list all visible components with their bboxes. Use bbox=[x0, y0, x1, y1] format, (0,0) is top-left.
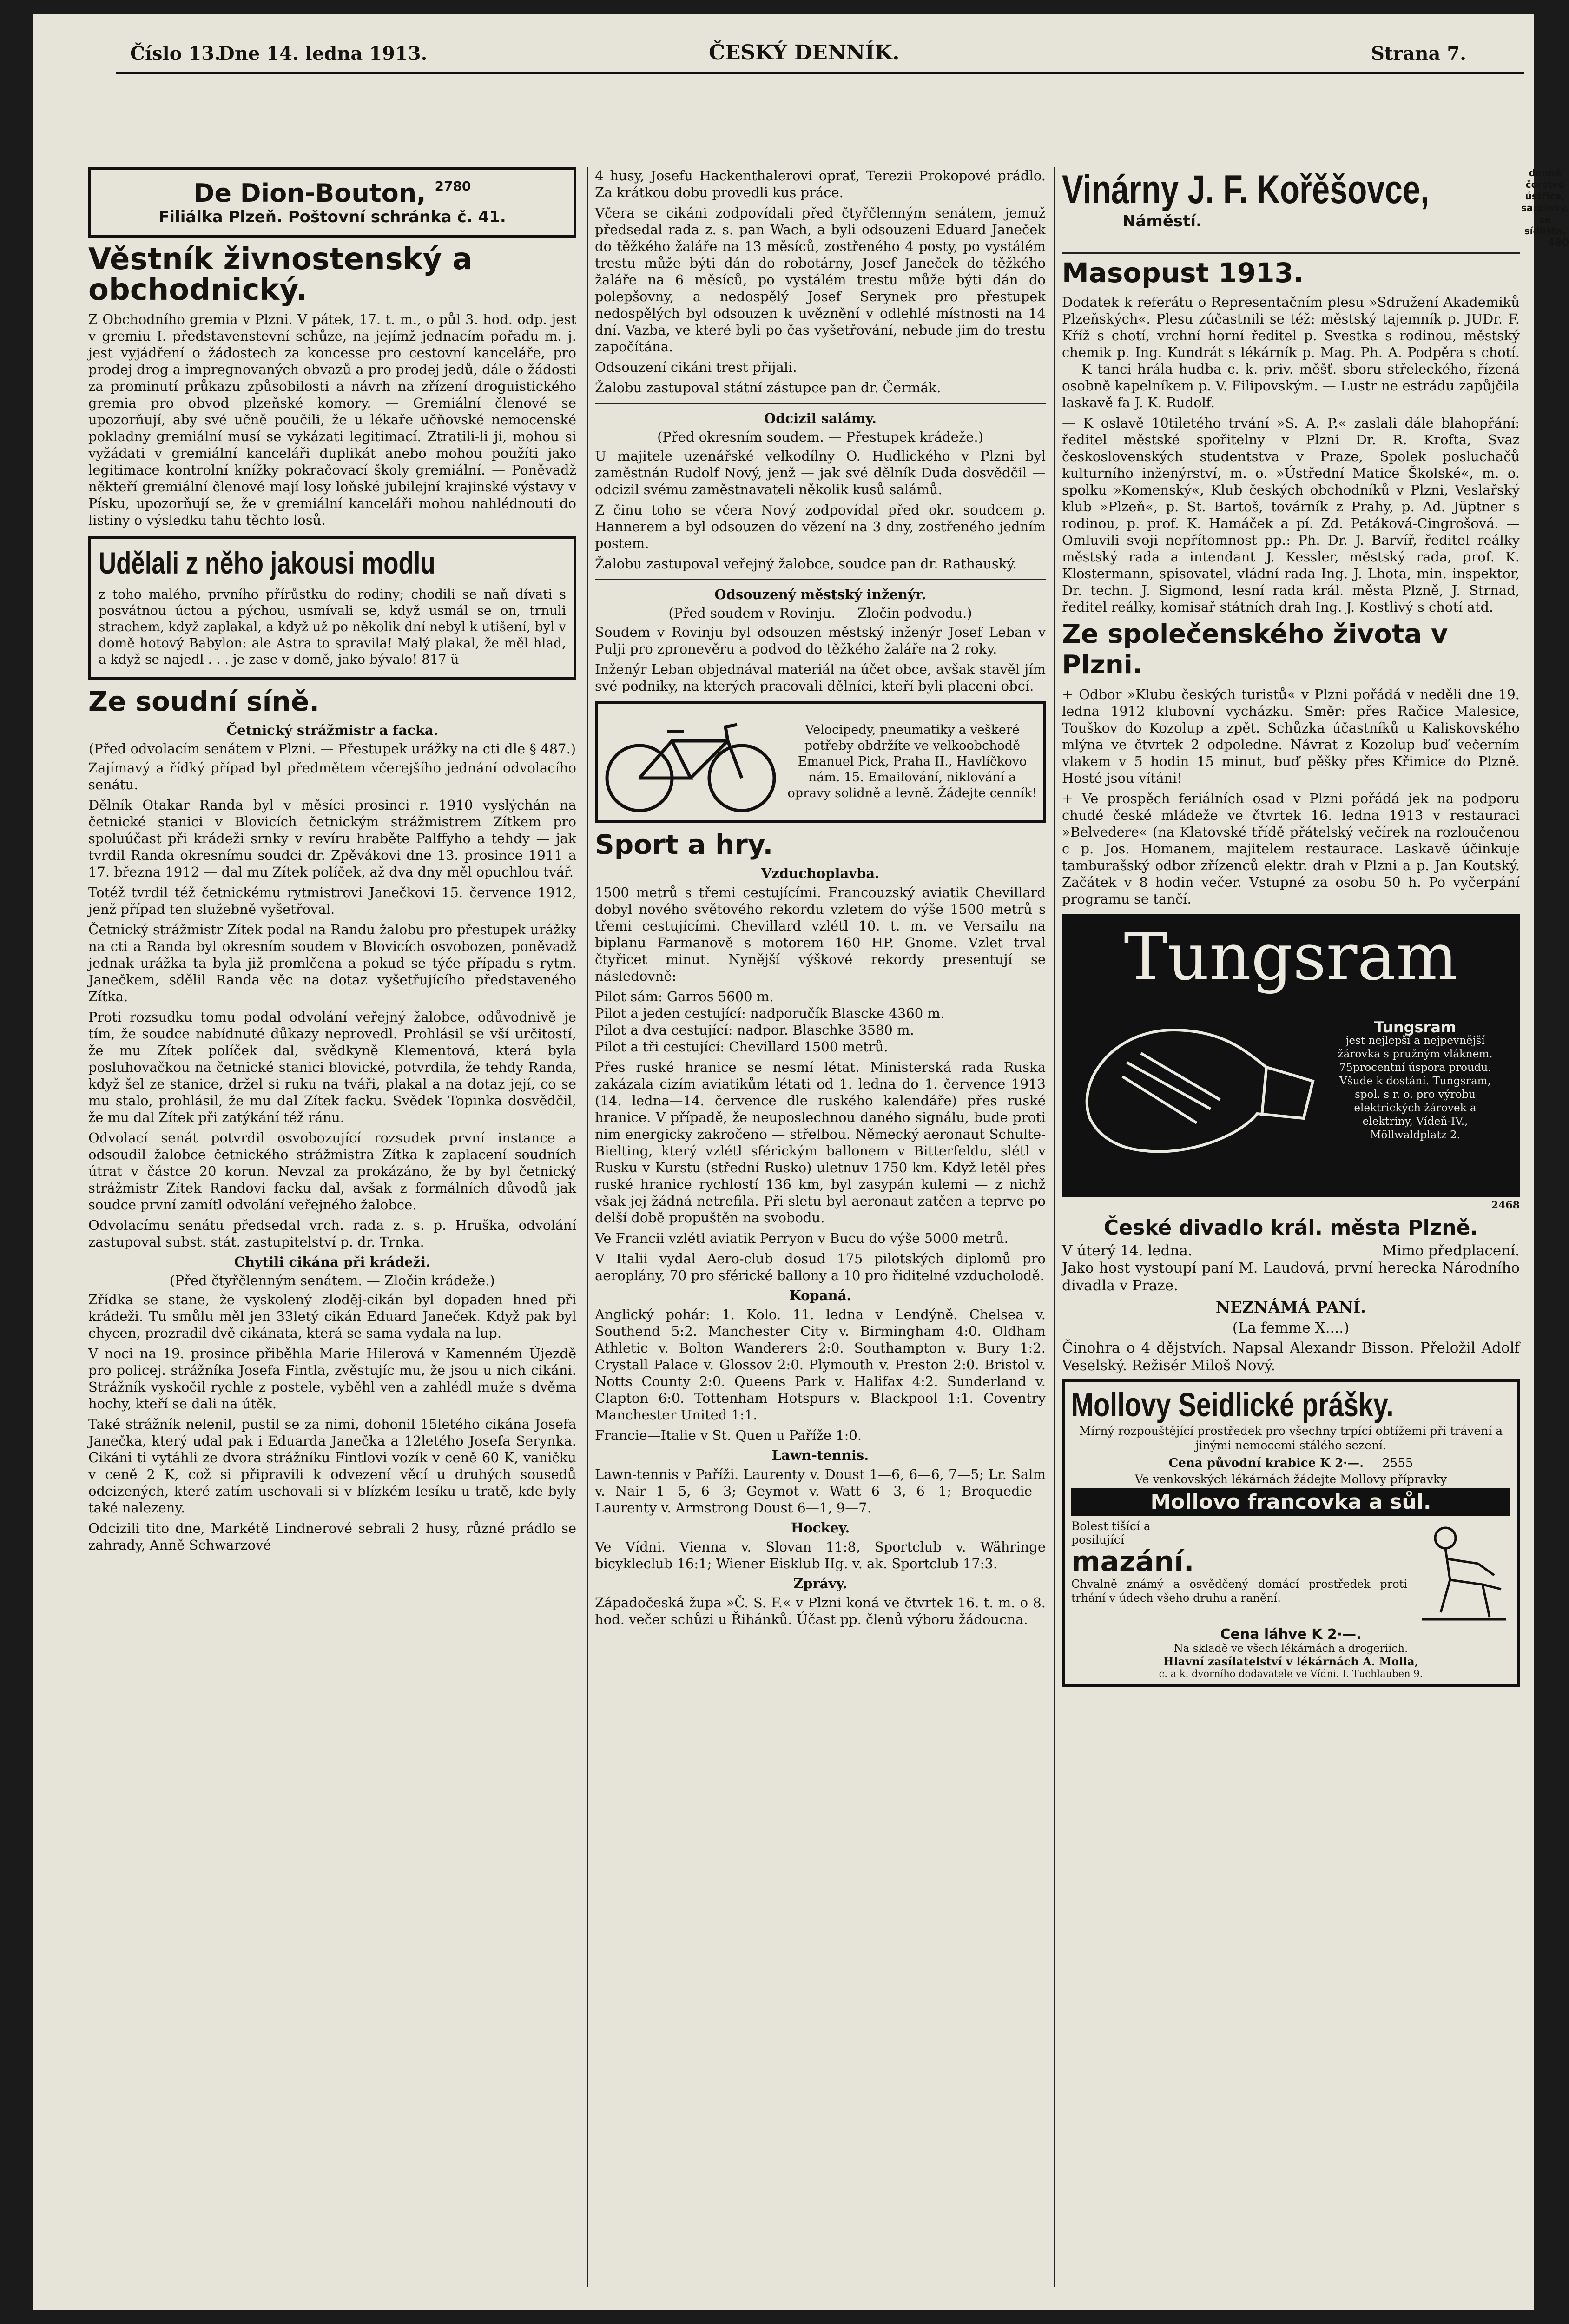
masopust-p2: — K oslavě 10tiletého trvání »S. A. P.« zaslali dále blahopřání: ředitel městské spořitelny v Plzni Dr. R. Krofta, Svaz československých studentstva v Praze, Spolek posluchačů kulturního inženýrství, m. o. »Ústřední Matice Školské«, m. o. spolku »Komenský«, Klub českých obchodníků v Plzni, Veslařský klub »Plzeň«, p. St. Bartoš, továrník z Prahy, p. Ad. Jüptner s rodinou, p. prof. K. Hamáček a pí. Zd. Petáková-Cingrošová. — Omluvili svoji nepřítomnost pp.: Ph. Dr. J. Barvíř, ředitel reálky městský rada a intendant J. Kessler, městský rada, prof. K. Klostermann, spisovatel, vládní rada Ing. J. Lhota, min. inspektor, Dr. techn. J. Sigmond, lesní rada král. města Plzně, J. Strnad, ředitel reálky, komisař státních drah Ing. J. Kostlivý s chotí atd. bbox=[1062, 415, 1520, 615]
ad-dion-line: Filiálka Plzeň. Poštovní schránka č. 41. bbox=[158, 208, 506, 226]
ad-vinarny bbox=[1062, 167, 1569, 254]
ad-vin-small: denně čerstvé ústřice, sardinky, ze sídlišťa. bbox=[1521, 167, 1569, 237]
ad-moll-text3: Bolest tišící a posilující bbox=[1071, 1519, 1151, 1546]
sport-p1: 1500 metrů s třemi cestujícími. Francouzský aviatik Chevillard dobyl nového světového rekordu vzletem do výše 1500 metrů s třemi cestujícími. Chevillard vzlétl 10. t. m. ve Versailu na biplanu Farmanově s motorem 160 HP. Gnome. Vzlet trval čtyřicet minut. Nynější výškové rekordy presentují se následovně: bbox=[595, 885, 1046, 984]
ad-dion-bouton bbox=[88, 167, 576, 238]
ad-tungsram-logo: Tungsram bbox=[1124, 919, 1458, 995]
masthead: ČESKÝ DENNÍK. bbox=[709, 41, 900, 65]
sport-p6: Francie—Italie v St. Quen u Paříže 1:0. bbox=[595, 1427, 862, 1443]
lightbulb-icon bbox=[1071, 1011, 1332, 1165]
ad-tungsram-number: 2468 bbox=[1491, 1199, 1520, 1211]
ad-velo-text: Velocipedy, pneumatiky a veškeré potřeby obdržíte ve velkoobchodě Emanuel Pick, Praha II., Havlíčkovo nám. 15. Emailování, niklování a opravy solidně a levně. Žádejte cenník! bbox=[787, 723, 1037, 800]
soudni-p1: Zajímavý a řídký případ byl předmětem včerejšího jednání odvolacího senátu. bbox=[88, 760, 576, 792]
mid-subtitle-1: (Před okresním soudem. — Přestupek krádeže.) bbox=[657, 429, 983, 445]
issue-number: Číslo 13. bbox=[130, 43, 221, 65]
sport-p8: Ve Vídni. Vienna v. Slovan 11:8, Sportclub v. Währinge bicykleclub 16:1; Wiener Eisklub IIg. v. ak. Sportclub 17:3. bbox=[595, 1539, 1046, 1571]
issue-date: Dne 14. ledna 1913. bbox=[218, 43, 428, 65]
soudni-p3: Totéž tvrdil též četnickému rytmistrovi Janečkovi 15. července 1912, jenž případ ten služebně vyšetřoval. bbox=[88, 885, 576, 917]
ad-moll-text6: Hlavní zasílatelství v lékárnách A. Molla, bbox=[1163, 1655, 1419, 1668]
ad-tungsram-text: jest nejlepší a nejpevnější žárovka s pružným vláknem. 75procentní úspora proudu. Všude k dostání. Tungsram, spol. s r. o. pro výrobu elektrických žárovek a elektriny, Vídeň-IV., Möllwaldplatz 2. bbox=[1338, 1035, 1493, 1141]
vestnik-text: Z Obchodního gremia v Plzni. V pátek, 17. t. m., o půl 3. hod. odp. jest v gremiu I. představenstevní schůze, na jejímž jednacím pořadu m. j. jest vyjádření o žádostech za koncesse pro cestovní kanceláře, pro prodej drog a impregnovaných obvazů a pro prodej jedů, dále o žádosti za prominutí průkazu způsobilosti a návrh na zřízení droguistického gremia pro obvod plzeňské komory. — Gremiální členové se upozorňují, aby své učně poučili, že u lékaře učňovské nemocenské pokladny gremiální musí se vykázati legitimací. Ztratili-li ji, mohou si vyžádati v gremiální kanceláři duplikát anebo mohou použíti jako legitimace kontrolní knížky pokračovací školy gremiální. — Poněvadž někteří gremiální členové mají losy loňské jubilejní krajinské výstavy v Písku, upozorňují se, že v gremiální kanceláři mohou nahlédnouti do listiny o výsledku tahu těchto losů. bbox=[88, 311, 576, 528]
mid-p2: Včera se cikáni zodpovídali před čtyřčlenným senátem, jemuž předsedal rada z. s. pan Wach, a byli odsouzeni Eduard Janeček do těžkého žaláře na 13 měsíců, zostřeného 4 posty, po vystálém trestu může býti dán do robotárny, Josef Janeček do těžkého žaláře na 6 měsíců, po vystálém trestu může býti dán do polepšovny, a nedospělý Josef Serynek pro přestupek nedospělých byl odsouzen k uvěznění v odlehlé místnosti na 14 dní. Vazba, ve které byli po čas vyšetřování, nebude jim do trestu započítána. bbox=[595, 205, 1046, 355]
ad-moll-heading2: Mollovo francovka a sůl. bbox=[1071, 1488, 1510, 1516]
ad-vin-number: 480 bbox=[1547, 237, 1569, 249]
newspaper-page bbox=[33, 14, 1569, 2310]
right-column bbox=[1062, 167, 1569, 2287]
ad-moll-big: mazání. bbox=[1071, 1545, 1194, 1578]
divadlo-day: V úterý 14. ledna. bbox=[1062, 1242, 1193, 1259]
soudni-p2: Dělník Otakar Randa byl v měsíci prosinci r. 1910 vyslýchán na četnické stanici v Blovicích četnickým strážmistrem Zítkem pro spoluúčast při krádeži srnky v revíru hraběte Palffyho a tehdy — jak tvrdil Randa okresnímu soudci dr. Zpěvákovi dne 13. prosince 1911 a 17. března 1912 — dal mu Zítek políček, až dva dny měl opuchlou tvář. bbox=[88, 797, 576, 880]
soudni-subtitle-2: (Před čtyřčlenným senátem. — Zločin krádeže.) bbox=[170, 1273, 495, 1288]
ad-moll-number: 2555 bbox=[1382, 1456, 1413, 1470]
soudni-p7: Odvolacímu senátu předsedal vrch. rada z. s. p. Hruška, odvolání zastupoval subst. stát. zastupitelství p. dr. Trnka. bbox=[88, 1217, 576, 1250]
soudni-heading: Ze soudní síně. bbox=[88, 686, 320, 717]
spolecenske-p2: + Ve prospěch feriálních osad v Plzni pořádá jek na podporu chudé české mládeže ve čtvrtek 16. ledna 1913 v restauraci »Belvedere« (na Klatovské třídě přátelský večírek na rozloučenou c p. Jos. Homanem, majitelem restaurace. Laskavě účinkuje tamburašský odbor zřízenců elektr. drah v Plzni a p. Jan Koutský. Začátek v 8 hodin večer. Vstupné za osobu 50 h. Po vyčerpání programu se tančí. bbox=[1062, 791, 1520, 907]
ad-astra-heading: Udělali z něho jakousi modlu bbox=[99, 546, 435, 580]
vestnik-heading: Věstník živnostenský a obchodnický. bbox=[88, 242, 473, 307]
sport-sub-5: Zprávy. bbox=[793, 1576, 847, 1591]
divider bbox=[595, 403, 1046, 404]
sport-record-4: Pilot a tři cestující: Chevillard 1500 metrů. bbox=[595, 1039, 888, 1055]
soudni-p11: Odcizili tito dne, Markétě Lindnerové sebrali 2 husy, různé prádlo se zahrady, Anně Schwarzové bbox=[88, 1520, 576, 1553]
figure-illustration-icon bbox=[1413, 1519, 1510, 1626]
ad-dion-title: De Dion-Bouton, bbox=[193, 178, 426, 208]
divadlo-play: NEZNÁMÁ PANÍ. bbox=[1215, 1298, 1366, 1317]
mid-p7: Žalobu zastupoval veřejný žalobce, soudce pan dr. Rathauský. bbox=[595, 556, 1017, 572]
ad-moll-text5: Na skladě ve všech lékárnách a drogeriích. bbox=[1173, 1643, 1408, 1655]
soudni-p8: Zřídka se stane, že vyskolený zloděj-cikán byl dopaden hned při krádeži. Tu smůlu měl jen 33letý cikán Eduard Janeček. Když pak byl chycen, prozradil dvě cikánata, která se sama vydala na lup. bbox=[88, 1292, 576, 1341]
sport-record-2: Pilot a jeden cestující: nadporučík Blascke 4360 m. bbox=[595, 1005, 945, 1021]
ad-moll-text2: Ve venkovských lékárnách žádejte Mollovy přípravky bbox=[1134, 1472, 1447, 1486]
sport-heading: Sport a hry. bbox=[595, 829, 773, 860]
divadlo-orig: (La femme X....) bbox=[1232, 1320, 1350, 1336]
ad-moll-price1: Cena původní krabice K 2·—. bbox=[1168, 1456, 1364, 1470]
divadlo-host: Jako host vystoupí paní M. Laudová, první herecka Národního divadla v Praze. bbox=[1062, 1260, 1520, 1294]
spolecenske-heading: Ze společenského života v Plzni. bbox=[1062, 619, 1448, 680]
ad-moll-price2: Cena láhve K 2·—. bbox=[1220, 1626, 1362, 1643]
masopust-p1: Dodatek k referátu o Representačním plesu »Sdružení Akademiků Plzeňských«. Plesu zúčastnili se též: městský tajemník p. JUDr. F. Kříž s chotí, vrchní horní ředitel p. Svestka s rodinou, městský chemik p. Ing. Kundrát s lékárník p. Mag. Ph. A. Podpěra s chotí. — K tanci hrála hudba c. k. priv. měšť. sboru střeleckého, řízená osobně kapelníkem p. V. Filipovským. — Lustr ne estrádu zapůjčila laskavě fa J. K. Rudolf. bbox=[1062, 294, 1520, 410]
soudni-title-1: Četnický strážmistr a facka. bbox=[226, 722, 438, 738]
sport-p7: Lawn-tennis v Paříži. Laurenty v. Doust 1—6, 6—6, 7—5; Lr. Salm v. Nair 1—5, 6—3; Geymot v. Watt 6—3, 6—1; Broquedie—Laurenty v. Armstrong Doust 6—1, 9—7. bbox=[595, 1466, 1046, 1516]
divadlo-info: Činohra o 4 dějstvích. Napsal Alexandr Bisson. Přeložil Adolf Veselský. Režisér Miloš Nový. bbox=[1062, 1340, 1520, 1374]
sport-record-3: Pilot a dva cestující: nadpor. Blaschke 3580 m. bbox=[595, 1022, 914, 1038]
mid-p1: 4 husy, Josefu Hackenthalerovi oprať, Terezii Prokopové prádlo. Za krátkou dobu provedli kus práce. bbox=[595, 168, 1046, 200]
mid-p9: Inženýr Leban objednával materiál na účet obce, avšak stavěl jím své podniky, na kterých pracovali dělníci, kteří byli placeni obcí. bbox=[595, 661, 1046, 694]
sport-p2: Přes ruské hranice se nesmí létat. Ministerská rada Ruska zakázala cizím aviatikům létati od 1. ledna do 1. července 1913 (14. ledna—14. července dle ruského kalendáře) přes ruské hranice. V případě, že neuposlechnou daného signálu, bude proti nim energicky zakročeno — střelbou. Německý aeronaut Schulte-Bielting, který vzlétl sférickým ballonem v Bitterfeldu, slétl v Rusku v Kurstu (střední Rusko) uletnuv 1750 km. Když letěl přes ruské hranice rychlostí 136 km, byl zasypán kulemi — z nichž však jej žádná netrefila. Při sletu byl aeronaut zatčen a teprve po delší době propuštěn na svobodu. bbox=[595, 1059, 1046, 1226]
ad-moll-text1: Mírný rozpouštějící prostředek pro všechny trpící obtížemi při trávení a jinými nemocemi stálého sezení. bbox=[1079, 1424, 1503, 1452]
sport-sub-2: Kopaná. bbox=[789, 1287, 851, 1303]
ad-moll bbox=[1062, 1379, 1520, 1687]
mid-p5: U majitele uzenářské velkodílny O. Hudlického v Plzni byl zaměstnán Rudolf Nový, jenž — jak své dělník Duda dosvědčil — odcizil svému zaměstnavateli několik kusů salámů. bbox=[595, 448, 1046, 497]
ad-tungsram bbox=[1062, 914, 1520, 1197]
sport-sub-4: Hockey. bbox=[791, 1520, 850, 1536]
soudni-p9: V noci na 19. prosince přiběhla Marie Hilerová v Kamenném Újezdě pro policej. strážníka Josefa Fintla, zvěstujíc mu, že jsou u nich cikáni. Strážník vyskočil rychle z postele, vyběhl ven a zahlédl muže s dvěma hochy, kteří se dali na útěk. bbox=[88, 1346, 576, 1412]
ad-vin-place: Náměstí. bbox=[1122, 212, 1202, 231]
middle-column bbox=[595, 167, 1046, 2287]
ad-vin-big: Vinárny J. F. Kořěšovce, bbox=[1062, 167, 1430, 212]
ad-moll-text7: c. a k. dvorního dodavatele ve Vídni. I. Tuchlauben 9. bbox=[1159, 1668, 1423, 1679]
sport-sub-3: Lawn-tennis. bbox=[771, 1447, 869, 1463]
divadlo-mimo: Mimo předplacení. bbox=[1382, 1242, 1520, 1259]
masopust-heading: Masopust 1913. bbox=[1062, 257, 1304, 289]
mid-p6: Z činu toho se včera Nový zodpovídal před okr. soudcem p. Hannerem a byl odsouzen do vězení na 3 dny, zostřeného jedním postem. bbox=[595, 502, 1046, 551]
soudni-subtitle-1: (Před odvolacím senátem v Plzni. — Přestupek urážky na cti dle § 487.) bbox=[88, 741, 576, 757]
sport-record-1: Pilot sám: Garros 5600 m. bbox=[595, 989, 774, 1004]
ad-dion-number: 2780 bbox=[435, 178, 471, 194]
sport-sub-1: Vzduchoplavba. bbox=[761, 865, 880, 881]
page-number: Strana 7. bbox=[1371, 43, 1467, 65]
divider bbox=[595, 579, 1046, 580]
sport-p4: V Italii vydal Aero-club dosud 175 pilotských diplomů pro aeroplány, 70 pro sférické ballony a 10 pro řiditelné vzducholodě. bbox=[595, 1251, 1046, 1283]
divadlo-heading: České divadlo král. města Plzně. bbox=[1103, 1216, 1478, 1240]
soudni-p4: Četnický strážmistr Zítek podal na Randu žalobu pro přestupek urážky na cti a Randa byl okresním soudem v Blovicích osvobozen, poněvadž jednak urážka ta byla již promlčena a pokud se týče případu s rytm. Janečkem, sdělil Randa věc na dotaz vyšetřujícího představeného Zítka. bbox=[88, 922, 576, 1004]
mid-p3: Odsouzení cikáni trest přijali. bbox=[595, 359, 797, 375]
bicycle-icon bbox=[602, 708, 779, 815]
soudni-p10: Také strážník nelenil, pustil se za nimi, dohonil 15letého cikána Josefa Janečka, který udal pak i Eduarda Janečka a 12letého Josefa Serynka. Cikáni ti vytáhli ze dvora strážníku Fintlovi vozík v ceně 60 K, vaničku v ceně 2 K, což si připravili k odvezení věcí u druhých sousedů odcizených, které zatím uschovali si v blízkém lesíku u tratě, kde byly také nalezeny. bbox=[88, 1416, 576, 1516]
mid-title-2: Odsouzený městský inženýr. bbox=[714, 587, 926, 602]
column-rule-1 bbox=[587, 167, 588, 2287]
sport-p3: Ve Francii vzlétl aviatik Perryon v Bucu do výše 5000 metrů. bbox=[595, 1230, 1009, 1246]
ad-tungsram-brand: Tungsram bbox=[1374, 1018, 1457, 1036]
mid-p8: Soudem v Rovinju byl odsouzen městský inženýr Josef Leban v Pulji pro zpronevěru a podvod do těžkého žaláře na 2 roky. bbox=[595, 624, 1046, 657]
soudni-p6: Odvolací senát potvrdil osvobozující rozsudek první instance a odsoudil žalobce četnického strážmistra Zítka k zaplacení soudních útrat v částce 20 korun. Nevzal za prokázáno, že by byl četnický strážmistr Zítek Randovi facku dal, avšak z formálních důvodů jak soudce první zamítl odvolání veřejného žalobce. bbox=[88, 1130, 576, 1213]
mid-title-1: Odcizil salámy. bbox=[764, 410, 877, 426]
ad-velocipedy bbox=[595, 701, 1046, 823]
ad-astra-text: z toho malého, prvního přírůstku do rodiny; chodili se naň dívati s posvátnou úctou a pýchou, usmívali se, když usmál se on, trnuli strachem, když zaplakal, a když už po několik dní nebyl k utišení, byl v domě hotový Babylon: ale Astra to spravila! Malý plakal, že měl hlad, a když se najedl . . . je zase v domě, jako bývalo! 817 ü bbox=[99, 587, 566, 667]
soudni-p5: Proti rozsudku tomu podal odvolání veřejný žalobce, odůvodnivě je tím, že soudce nabídnuté důkazy neprovedl. Prohlásil se vší určitostí, že mu Zítek políček dal, svědkyně Klementová, která byla posluhovačkou na četnické stanici blovické, potvrdila, že tehdy Randa, když šel ze stanice, držel si ruku na tváři, plakal a na dotaz její, co se mu stalo, prohlásil, že mu dal Zítek facku. Svědek Topinka dosvědčil, že mu dal Zítek při zatýkání též ránu. bbox=[88, 1009, 576, 1125]
ad-moll-text4: Chvalně známý a osvědčený domácí prostředek proti trhání v údech všeho druhu a ranění. bbox=[1071, 1578, 1407, 1604]
ad-astra bbox=[88, 536, 576, 680]
spolecenske-p1: + Odbor »Klubu českých turistů« v Plzni pořádá v neděli dne 19. ledna 1912 klubovní vycházku. Směr: přes Račice Malesice, Touškov do Kozolup a zpět. Schůzka účastníků u Kaliskovského mlýna ve čtvrtek 2 odpoledne. Návrat z Kozolup buď večerním vlakem v 5 hodin 15 minut, buď pěšky přes Křimice do Plzně. Hosté jsou vítáni! bbox=[1062, 687, 1520, 786]
mid-p4: Žalobu zastupoval státní zástupce pan dr. Čermák. bbox=[595, 380, 941, 396]
ad-moll-heading: Mollovy Seidlické prášky. bbox=[1071, 1386, 1394, 1424]
sport-p9: Západočeská župa »Č. S. F.« v Plzni koná ve čtvrtek 16. t. m. o 8. hod. večer schůzi u Řihánků. Účast pp. členů výboru žádoucna. bbox=[595, 1595, 1046, 1627]
mid-subtitle-2: (Před soudem v Rovinju. — Zločin podvodu.) bbox=[668, 605, 972, 621]
soudni-title-2: Chytili cikána při krádeži. bbox=[234, 1254, 431, 1270]
sport-p5: Anglický pohár: 1. Kolo. 11. ledna v Lendýně. Chelsea v. Southend 5:2. Manchester City v. Birmingham 4:0. Oldham Athletic v. Bolton Wanderers 2:0. Southampton v. Bury 1:2. Crystall Palace v. Glossov 2:0. Plymouth v. Preston 2:0. Bristol v. Notts County 2:0. Queens Park v. Halifax 4:2. Sunderland v. Clapton 6:0. Tottenham Hotspurs v. Blackpool 1:1. Coventry Manchester United 1:1. bbox=[595, 1307, 1046, 1423]
left-column bbox=[88, 167, 576, 2287]
column-rule-2 bbox=[1054, 167, 1055, 2287]
header-rule bbox=[116, 72, 1524, 74]
